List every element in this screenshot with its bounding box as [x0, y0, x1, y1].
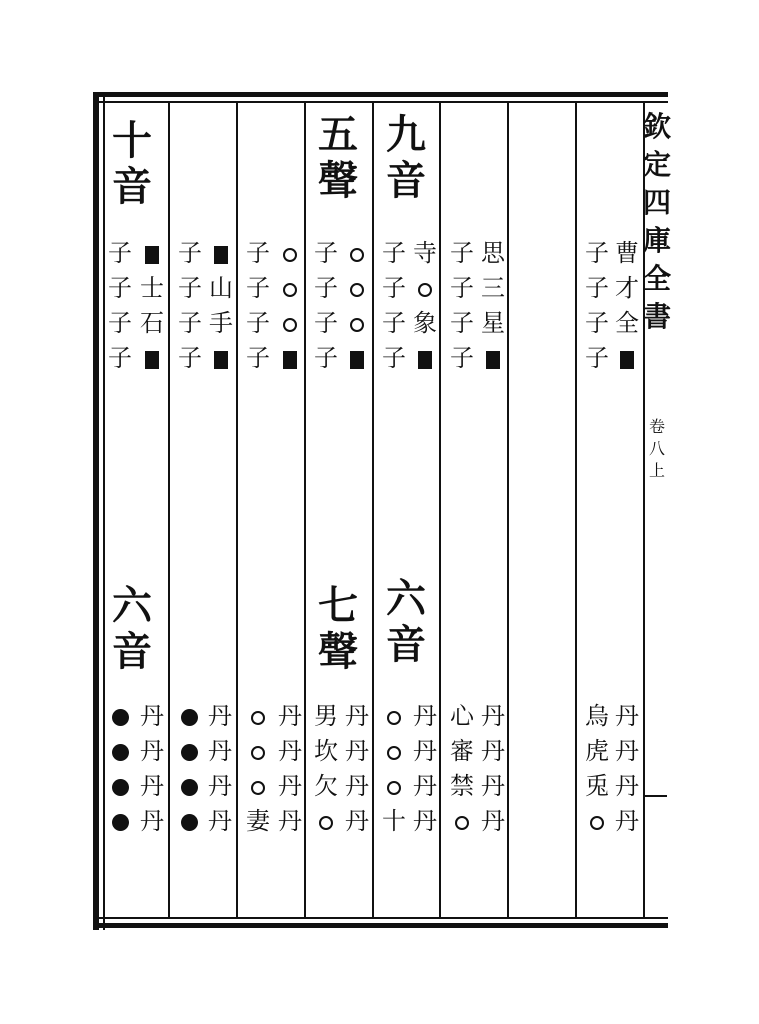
side-char: 兎	[585, 772, 609, 800]
upper-side-column	[343, 236, 371, 376]
block-mark	[276, 341, 304, 376]
dot-mark	[175, 769, 203, 804]
lower-side-column	[106, 699, 134, 839]
lower-glyph-column	[138, 699, 166, 839]
glyph: 子	[450, 309, 474, 337]
book-title-char: 庫	[643, 224, 672, 257]
block-mark	[138, 341, 166, 376]
glyph: 子	[450, 344, 474, 372]
lower-heading	[112, 583, 152, 675]
side-char: 思	[481, 239, 505, 267]
column-rule	[372, 103, 374, 917]
glyph: 子	[585, 309, 609, 337]
side-char: 山	[209, 274, 233, 302]
upper-glyph-column	[176, 236, 204, 376]
dot-mark	[106, 804, 134, 839]
lower-side-column	[380, 699, 408, 839]
circle-mark	[343, 306, 371, 341]
book-title-char: 全	[643, 262, 672, 295]
glyph: 丹	[615, 702, 639, 730]
side-char: 妻	[246, 807, 270, 835]
side-char: 石	[140, 309, 164, 337]
glyph: 子	[246, 274, 270, 302]
glyph: 丹	[140, 807, 164, 835]
circle-mark	[343, 236, 371, 271]
lower-heading	[318, 583, 358, 675]
lower-side-column	[244, 699, 272, 839]
side-char: 手	[209, 309, 233, 337]
glyph: 子	[314, 239, 338, 267]
upper-glyph-column	[244, 236, 272, 376]
heading-char: 音	[112, 163, 152, 210]
upper-side-column	[411, 236, 439, 376]
glyph: 子	[314, 344, 338, 372]
glyph: 子	[178, 274, 202, 302]
dot-mark	[106, 769, 134, 804]
heading-char: 聲	[318, 157, 358, 204]
side-char: 寺	[413, 239, 437, 267]
glyph: 子	[178, 309, 202, 337]
circle-mark	[276, 236, 304, 271]
circle-mark	[244, 699, 272, 734]
side-char: 烏	[585, 702, 609, 730]
glyph: 丹	[345, 737, 369, 765]
frame-border	[93, 92, 668, 97]
glyph: 子	[382, 309, 406, 337]
glyph: 子	[314, 274, 338, 302]
glyph: 丹	[413, 772, 437, 800]
side-char: 禁	[450, 772, 474, 800]
lower-glyph-column	[276, 699, 304, 839]
block-mark	[411, 341, 439, 376]
frame-border	[103, 92, 105, 930]
book-title-char: 四	[643, 186, 672, 219]
glyph: 丹	[140, 737, 164, 765]
lower-heading	[386, 576, 426, 668]
dot-mark	[106, 699, 134, 734]
side-char: 審	[450, 737, 474, 765]
frame-border	[93, 917, 668, 919]
glyph: 子	[450, 274, 474, 302]
lower-glyph-column	[411, 699, 439, 839]
glyph: 丹	[208, 807, 232, 835]
margin-tick	[645, 795, 667, 797]
glyph: 丹	[278, 772, 302, 800]
chapter-char: 上	[649, 461, 666, 480]
glyph: 丹	[615, 807, 639, 835]
circle-mark	[343, 271, 371, 306]
margin-title	[643, 108, 671, 482]
side-char: 虎	[585, 737, 609, 765]
glyph: 丹	[481, 772, 505, 800]
heading-char: 音	[112, 628, 152, 675]
side-char: 欠	[314, 772, 338, 800]
heading-char: 音	[386, 157, 426, 204]
glyph: 丹	[345, 807, 369, 835]
circle-mark	[583, 804, 611, 839]
lower-side-column	[175, 699, 203, 839]
lower-side-column	[312, 699, 340, 839]
upper-heading	[386, 112, 426, 204]
block-mark	[207, 236, 235, 271]
upper-side-column	[276, 236, 304, 376]
block-mark	[479, 341, 507, 376]
chapter-char: 卷	[649, 417, 666, 436]
lower-side-column	[448, 699, 476, 839]
circle-mark	[312, 804, 340, 839]
heading-char: 音	[386, 621, 426, 668]
glyph: 子	[382, 239, 406, 267]
glyph: 子	[178, 239, 202, 267]
column-rule	[304, 103, 306, 917]
glyph: 子	[382, 344, 406, 372]
glyph: 子	[246, 239, 270, 267]
side-char: 才	[615, 274, 639, 302]
glyph: 丹	[413, 737, 437, 765]
heading-char: 五	[318, 111, 358, 158]
lower-side-column	[583, 699, 611, 839]
side-char: 坎	[314, 737, 338, 765]
upper-glyph-column	[312, 236, 340, 376]
glyph: 丹	[208, 772, 232, 800]
upper-glyph-column	[106, 236, 134, 376]
glyph: 丹	[345, 702, 369, 730]
side-char: 士	[140, 274, 164, 302]
glyph: 子	[108, 274, 132, 302]
glyph: 子	[178, 344, 202, 372]
heading-char: 六	[112, 582, 152, 629]
block-mark	[138, 236, 166, 271]
dot-mark	[175, 734, 203, 769]
glyph: 子	[108, 239, 132, 267]
column-rule	[575, 103, 577, 917]
glyph: 丹	[481, 702, 505, 730]
glyph: 子	[585, 344, 609, 372]
circle-mark	[380, 734, 408, 769]
glyph: 丹	[278, 807, 302, 835]
circle-mark	[244, 734, 272, 769]
glyph: 丹	[278, 702, 302, 730]
book-title-char: 定	[643, 148, 672, 181]
glyph: 丹	[615, 737, 639, 765]
upper-heading	[112, 118, 152, 210]
glyph: 丹	[413, 702, 437, 730]
heading-char: 七	[318, 582, 358, 629]
glyph: 丹	[140, 702, 164, 730]
side-char: 星	[481, 309, 505, 337]
upper-side-column	[479, 236, 507, 376]
circle-mark	[380, 769, 408, 804]
circle-mark	[411, 271, 439, 306]
chapter-char: 八	[649, 439, 666, 458]
lower-glyph-column	[343, 699, 371, 839]
heading-char: 聲	[318, 628, 358, 675]
block-mark	[207, 341, 235, 376]
block-mark	[613, 341, 641, 376]
upper-glyph-column	[583, 236, 611, 376]
block-mark	[343, 341, 371, 376]
upper-heading	[318, 112, 358, 204]
glyph: 丹	[345, 772, 369, 800]
circle-mark	[244, 769, 272, 804]
glyph: 子	[382, 274, 406, 302]
upper-side-column	[207, 236, 235, 376]
circle-mark	[448, 804, 476, 839]
glyph: 丹	[615, 772, 639, 800]
frame-border	[93, 101, 668, 103]
column-rule	[168, 103, 170, 917]
lower-glyph-column	[206, 699, 234, 839]
side-char: 象	[413, 309, 437, 337]
heading-char: 十	[112, 117, 152, 164]
lower-glyph-column	[479, 699, 507, 839]
glyph: 子	[450, 239, 474, 267]
upper-glyph-column	[380, 236, 408, 376]
glyph: 子	[246, 309, 270, 337]
glyph: 子	[108, 309, 132, 337]
upper-side-column	[613, 236, 641, 376]
glyph: 子	[314, 309, 338, 337]
glyph: 丹	[140, 772, 164, 800]
frame-border	[93, 92, 99, 930]
dot-mark	[175, 804, 203, 839]
lower-glyph-column	[613, 699, 641, 839]
glyph: 丹	[413, 807, 437, 835]
column-rule	[236, 103, 238, 917]
heading-char: 九	[386, 111, 426, 158]
heading-char: 六	[386, 575, 426, 622]
side-char: 三	[481, 274, 505, 302]
column-rule	[507, 103, 509, 917]
dot-mark	[106, 734, 134, 769]
glyph: 丹	[208, 702, 232, 730]
glyph: 丹	[278, 737, 302, 765]
book-title-char: 欽	[643, 110, 672, 143]
upper-side-column	[138, 236, 166, 376]
dot-mark	[175, 699, 203, 734]
book-title-char: 書	[643, 300, 672, 333]
glyph: 子	[246, 344, 270, 372]
side-char: 十	[382, 807, 406, 835]
circle-mark	[380, 699, 408, 734]
circle-mark	[276, 271, 304, 306]
side-char: 心	[450, 702, 474, 730]
upper-glyph-column	[448, 236, 476, 376]
side-char: 男	[314, 702, 338, 730]
column-rule	[439, 103, 441, 917]
side-char: 全	[615, 309, 639, 337]
glyph: 子	[585, 274, 609, 302]
glyph: 子	[108, 344, 132, 372]
circle-mark	[276, 306, 304, 341]
glyph: 子	[585, 239, 609, 267]
glyph: 丹	[481, 807, 505, 835]
side-char: 曹	[615, 239, 639, 267]
glyph: 丹	[481, 737, 505, 765]
frame-border	[93, 923, 668, 928]
glyph: 丹	[208, 737, 232, 765]
